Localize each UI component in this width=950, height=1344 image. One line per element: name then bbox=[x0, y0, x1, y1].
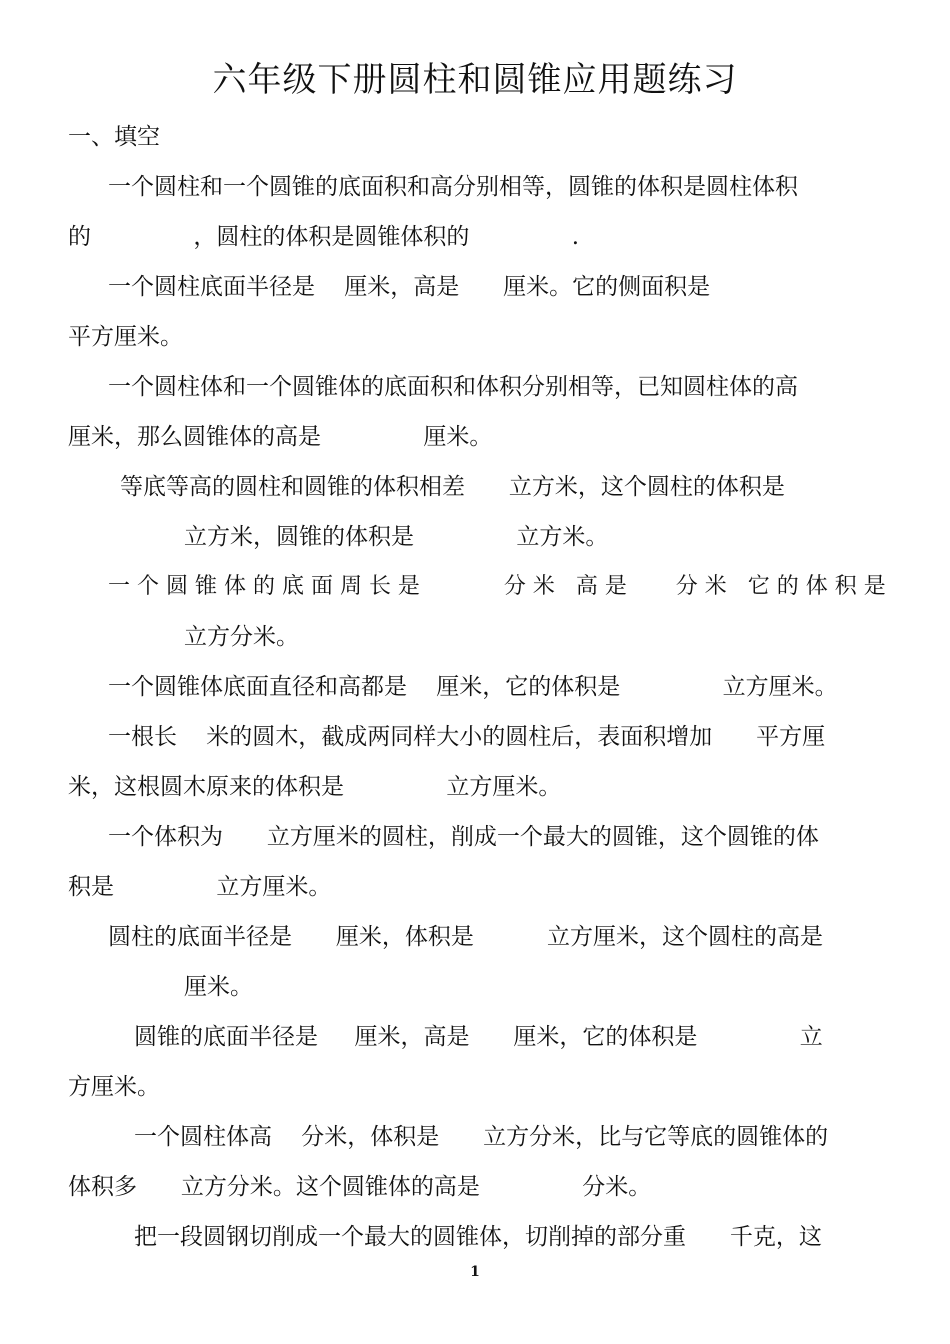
page-number: 1 bbox=[470, 1264, 480, 1280]
text-line: 一个体积为 立方厘米的圆柱，削成一个最大的圆锥，这个圆锥的体 bbox=[108, 824, 819, 850]
text-line: 一个圆柱体和一个圆锥体的底面积和体积分别相等，已知圆柱体的高 bbox=[108, 374, 798, 400]
text-line: 圆柱的底面半径是 厘米，体积是 立方厘米，这个圆柱的高是 bbox=[108, 924, 823, 950]
text-line: 方厘米。 bbox=[68, 1074, 160, 1100]
text-line: 的 ，圆柱的体积是圆锥体积的 . bbox=[68, 224, 580, 250]
text-line: 把一段圆钢切削成一个最大的圆锥体，切削掉的部分重 千克，这 bbox=[134, 1224, 822, 1250]
text-line: 平方厘米。 bbox=[68, 324, 183, 350]
text-line: 厘米，那么圆锥体的高是 厘米。 bbox=[68, 424, 493, 450]
text-line: 一个圆柱体高 分米，体积是 立方分米，比与它等底的圆锥体的 bbox=[134, 1124, 829, 1150]
text-line: 一个圆锥体底面直径和高都是 厘米，它的体积是 立方厘米。 bbox=[108, 674, 838, 700]
section-heading: 一、填空 bbox=[68, 124, 160, 150]
text-line: 立方米，圆锥的体积是 立方米。 bbox=[184, 524, 609, 550]
text-line: 一个圆柱和一个圆锥的底面积和高分别相等，圆锥的体积是圆柱体积 bbox=[108, 174, 798, 200]
text-line: 厘米。 bbox=[184, 974, 253, 1000]
text-line: 一 个 圆 锥 体 的 底 面 周 长 是 分 米 高 是 分 米 它 的 体 积 是 bbox=[108, 574, 886, 599]
text-line: 一个圆柱底面半径是 厘米，高是 厘米。它的侧面积是 bbox=[108, 274, 711, 300]
text-line: 立方分米。 bbox=[184, 624, 299, 650]
text-line: 体积多 立方分米。这个圆锥体的高是 分米。 bbox=[68, 1174, 652, 1200]
text-line: 一根长 米的圆木，截成两同样大小的圆柱后，表面积增加 平方厘 bbox=[108, 724, 826, 750]
page-title: 六年级下册圆柱和圆锥应用题练习 bbox=[212, 60, 738, 100]
text-line: 圆锥的底面半径是 厘米，高是 厘米，它的体积是 立 bbox=[134, 1024, 823, 1050]
text-line: 米，这根圆木原来的体积是 立方厘米。 bbox=[68, 774, 562, 800]
text-line: 积是 立方厘米。 bbox=[68, 874, 332, 900]
text-line: 等底等高的圆柱和圆锥的体积相差 立方米，这个圆柱的体积是 bbox=[120, 474, 785, 500]
